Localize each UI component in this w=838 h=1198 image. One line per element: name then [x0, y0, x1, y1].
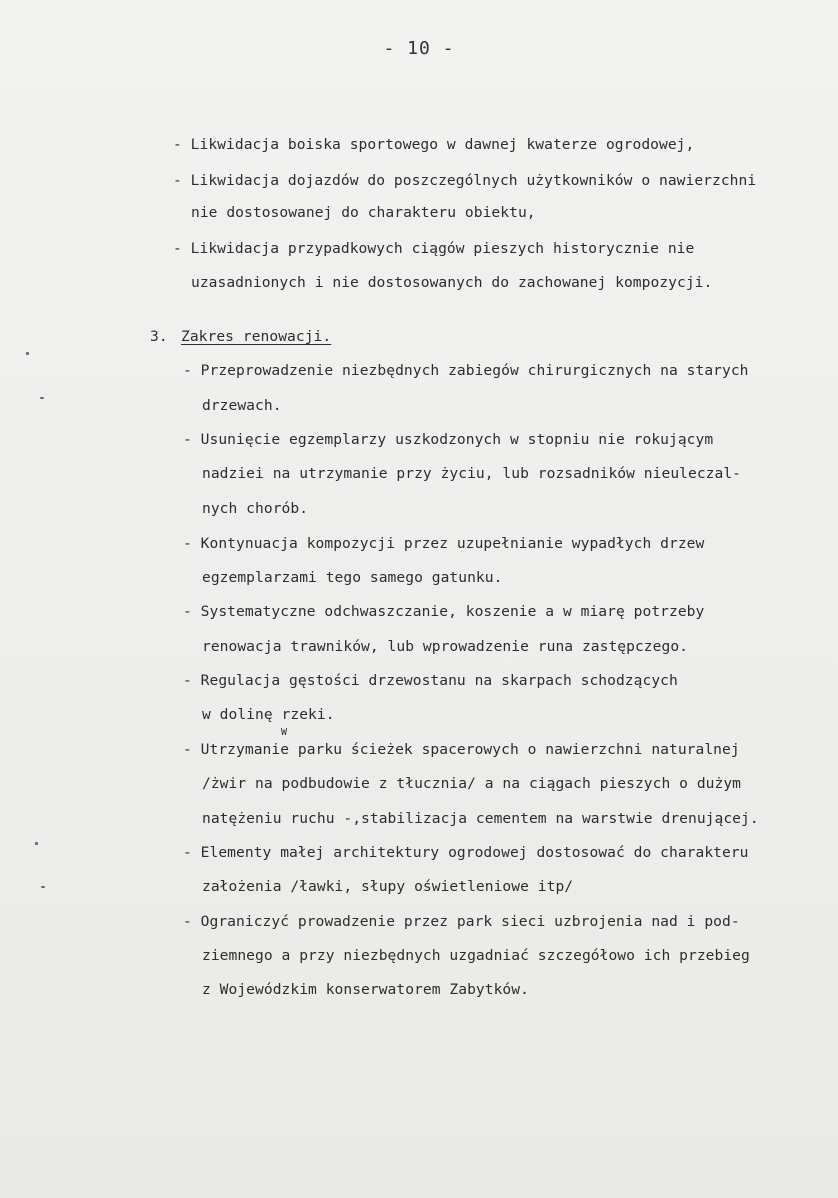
page-number: - 10 - — [383, 38, 455, 59]
bullet-line: - Regulacja gęstości drzewostanu na skarpach schodzących — [183, 672, 678, 689]
scan-speck — [40, 397, 44, 399]
bullet-line: drzewach. — [202, 397, 282, 414]
bullet-line: nie dostosowanej do charakteru obiektu, — [191, 204, 536, 221]
bullet-line: - Utrzymanie parku ścieżek spacerowych o nawierzchni naturalnej — [183, 741, 740, 758]
bullet-line: - Przeprowadzenie niezbędnych zabiegów chirurgicznych na starych — [183, 362, 749, 379]
bullet-line: uzasadnionych i nie dostosowanych do zachowanej kompozycji. — [191, 274, 713, 291]
bullet-line: /żwir na podbudowie z tłucznia/ a na ciągach pieszych o dużym — [202, 775, 742, 792]
bullet-line: ziemnego a przy niezbędnych uzgadniać szczegółowo ich przebieg — [202, 947, 750, 964]
bullet-line: z Wojewódzkim konserwatorem Zabytków. — [202, 981, 529, 998]
bullet-line: - Ograniczyć prowadzenie przez park sieci uzbrojenia nad i pod- — [183, 913, 740, 930]
bullet-line: renowacja trawników, lub wprowadzenie runa zastępczego. — [202, 638, 688, 655]
section-number: 3. — [150, 328, 168, 345]
bullet-line: nych chorób. — [202, 500, 309, 517]
bullet-line: - Elementy małej architektury ogrodowej dostosować do charakteru — [183, 844, 749, 861]
bullet-line: w dolinę rzeki. — [202, 706, 335, 723]
bullet-line: natężeniu ruchu -,stabilizacja cementem na warstwie drenującej. — [202, 810, 759, 827]
bullet-line: - Likwidacja przypadkowych ciągów pieszych historycznie nie — [173, 240, 695, 257]
bullet-line: - Kontynuacja kompozycji przez uzupełnianie wypadłych drzew — [183, 535, 705, 552]
bullet-line: egzemplarzami tego samego gatunku. — [202, 569, 503, 586]
bullet-line: - Usunięcie egzemplarzy uszkodzonych w stopniu nie rokującym — [183, 431, 714, 448]
section-title: Zakres renowacji. — [181, 328, 332, 345]
bullet-line: - Likwidacja boiska sportowego w dawnej kwaterze ogrodowej, — [173, 136, 695, 153]
bullet-line: założenia /ławki, słupy oświetleniowe itp/ — [202, 878, 574, 895]
bullet-line: - Likwidacja dojazdów do poszczególnych użytkowników o nawierzchni — [173, 172, 757, 189]
scan-speck — [35, 842, 38, 845]
scan-speck — [41, 886, 45, 888]
scan-speck — [26, 352, 29, 355]
bullet-line: nadziei na utrzymanie przy życiu, lub rozsadników nieuleczal- — [202, 465, 742, 482]
superscript-correction: W — [281, 727, 288, 738]
bullet-line: - Systematyczne odchwaszczanie, koszenie a w miarę potrzeby — [183, 603, 705, 620]
